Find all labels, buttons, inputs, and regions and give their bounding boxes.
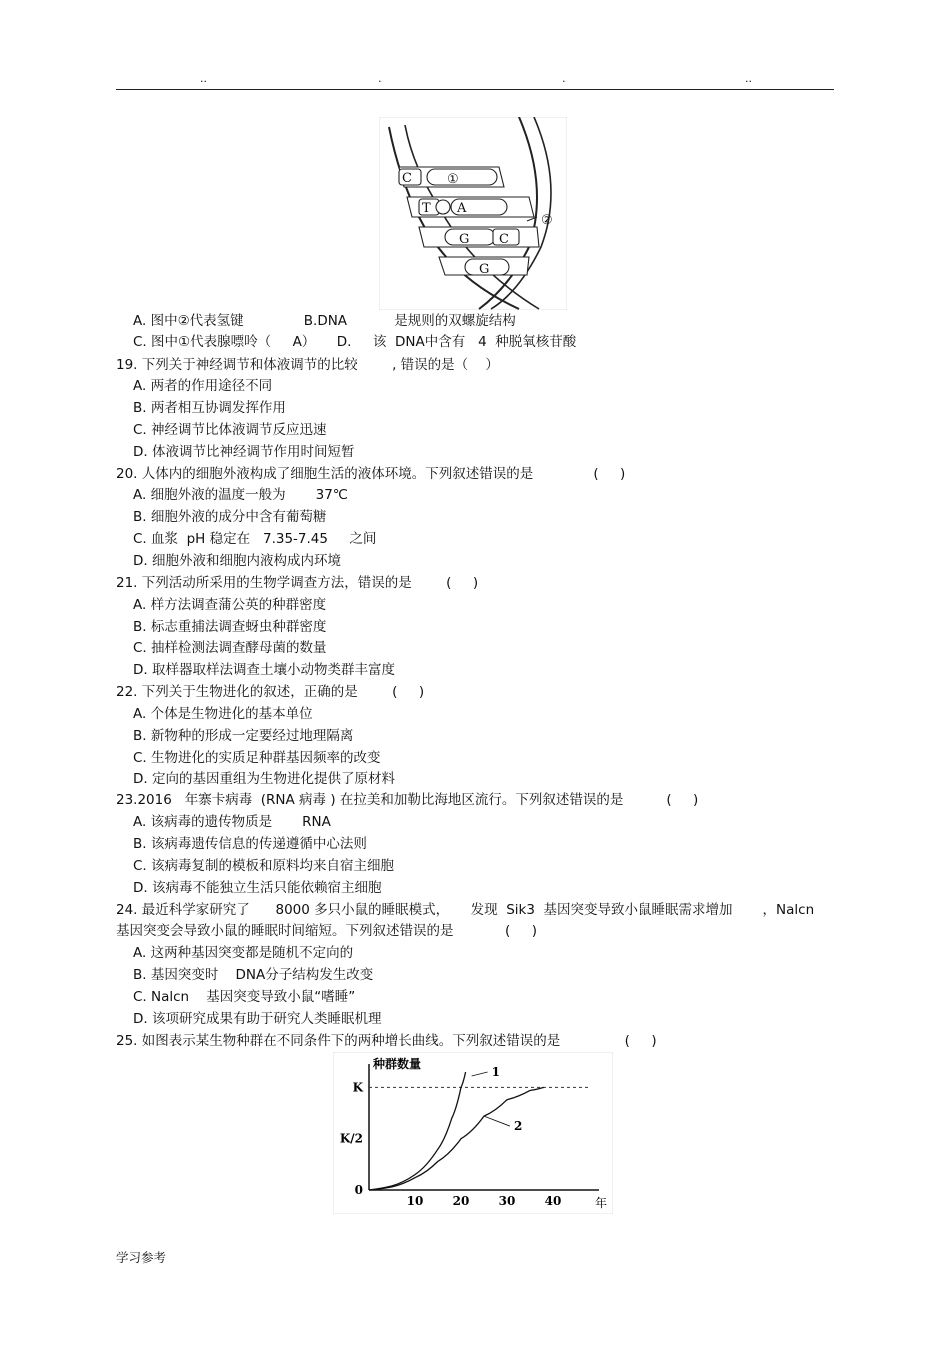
question-24-option-a: A. 这两种基因突变都是随机不定向的: [133, 945, 354, 961]
dna-label-t: T: [422, 201, 431, 216]
y-tick-label: 0: [354, 1183, 363, 1197]
question-21-stem: 21. 下列活动所采用的生物学调查方法，错误的是 ( ): [116, 575, 479, 591]
question-24-option-d: D. 该项研究成果有助于研究人类睡眠机理: [133, 1011, 382, 1027]
question-19-option-a: A. 两者的作用途径不同: [133, 378, 273, 394]
header-mark: .: [378, 72, 382, 85]
question-23-option-d: D. 该病毒不能独立生活只能依赖宿主细胞: [133, 880, 382, 896]
question-21-option-b: B. 标志重捕法调查蚜虫种群密度: [133, 619, 327, 635]
question-24-option-c: C. Nalcn 基因突变导致小鼠“嗜睡”: [133, 989, 356, 1005]
question-22-option-b: B. 新物种的形成一定要经过地理隔离: [133, 728, 354, 744]
question-20-stem: 20. 人体内的细胞外液构成了细胞生活的液体环境。下列叙述错误的是 ( ): [116, 466, 626, 482]
question-19-option-c: C. 神经调节比体液调节反应迅速: [133, 422, 327, 438]
q18-option-row: A. 图中②代表氢键 B.DNA 是规则的双螺旋结构: [133, 313, 516, 329]
question-19-option-d: D. 体液调节比神经调节作用时间短暂: [133, 444, 355, 460]
question-22-option-a: A. 个体是生物进化的基本单位: [133, 706, 313, 722]
y-tick-label: K/2: [339, 1131, 363, 1146]
y-axis-label: 种群数量: [373, 1057, 422, 1071]
dna-structure-figure: [379, 117, 567, 310]
series-1-label: 1: [491, 1065, 500, 1079]
page-footer: 学习参考: [116, 1250, 167, 1265]
header-mark: .: [562, 72, 566, 85]
question-22-option-c: C. 生物进化的实质足种群基因频率的改变: [133, 750, 381, 766]
question-19-option-b: B. 两者相互协调发挥作用: [133, 400, 286, 416]
dna-label-circled-1: ①: [447, 172, 459, 187]
question-20-option-b: B. 细胞外液的成分中含有葡萄糖: [133, 509, 327, 525]
question-22-stem: 22. 下列关于生物进化的叙述，正确的是 ( ): [116, 684, 425, 700]
question-21-option-d: D. 取样器取样法调查土壤小动物类群丰富度: [133, 662, 395, 678]
question-20-option-c: C. 血浆 pH 稳定在 7.35-7.45 之间: [133, 531, 377, 547]
question-23-stem: 23.2016 年寨卡病毒 (RNA 病毒 ) 在拉美和加勒比海地区流行。下列叙述错误的是 ( ): [116, 792, 699, 808]
q18-option-row: C. 图中①代表腺嘌呤（ A） D. 该 DNA中含有 4 种脱氧核苷酸: [133, 334, 577, 350]
x-tick-label: 30: [498, 1194, 516, 1208]
series-2-label: 2: [514, 1119, 523, 1134]
page-header: [116, 72, 834, 86]
dna-label-circled-2: ②: [541, 213, 553, 228]
question-22-option-d: D. 定向的基因重组为生物进化提供了原材料: [133, 771, 395, 787]
dna-label-g: G: [459, 232, 470, 247]
question-20-option-d: D. 细胞外液和细胞内液构成内环境: [133, 553, 341, 569]
dna-label-g: G: [479, 262, 490, 277]
y-tick-label: K: [352, 1080, 363, 1095]
header-rule: [116, 89, 834, 90]
question-24-stem-continued: 基因突变会导致小鼠的睡眠时间缩短。下列叙述错误的是 ( ): [116, 923, 537, 939]
dna-label-c: C: [499, 232, 509, 247]
question-19-stem: 19. 下列关于神经调节和体液调节的比较 , 错误的是（ ）: [116, 357, 499, 373]
x-tick-label: 10: [406, 1194, 424, 1208]
question-24-option-b: B. 基因突变时 DNA分子结构发生改变: [133, 967, 374, 983]
population-growth-chart: [333, 1052, 613, 1214]
question-23-option-b: B. 该病毒遗传信息的传递遵循中心法则: [133, 836, 367, 852]
question-21-option-c: C. 抽样检测法调查酵母菌的数量: [133, 640, 327, 656]
x-axis-label: 年: [595, 1196, 608, 1210]
header-mark: ..: [200, 72, 207, 85]
x-tick-label: 40: [544, 1194, 562, 1208]
header-mark: ..: [745, 72, 752, 85]
dna-label-a: A: [457, 201, 467, 216]
question-24-stem: 24. 最近科学家研究了 8000 多只小鼠的睡眠模式， 发现 Sik3 基因突变导致小鼠睡眠需求增加 ，Nalcn: [116, 902, 815, 918]
dna-label-c: C: [402, 171, 412, 186]
question-20-option-a: A. 细胞外液的温度一般为 37℃: [133, 487, 348, 503]
x-tick-label: 20: [452, 1194, 470, 1208]
question-23-option-c: C. 该病毒复制的模板和原料均来自宿主细胞: [133, 858, 395, 874]
question-23-option-a: A. 该病毒的遗传物质是 RNA: [133, 814, 331, 830]
question-21-option-a: A. 样方法调查蒲公英的种群密度: [133, 597, 327, 613]
question-25-stem: 25. 如图表示某生物种群在不同条件下的两种增长曲线。下列叙述错误的是 ( ): [116, 1033, 657, 1049]
